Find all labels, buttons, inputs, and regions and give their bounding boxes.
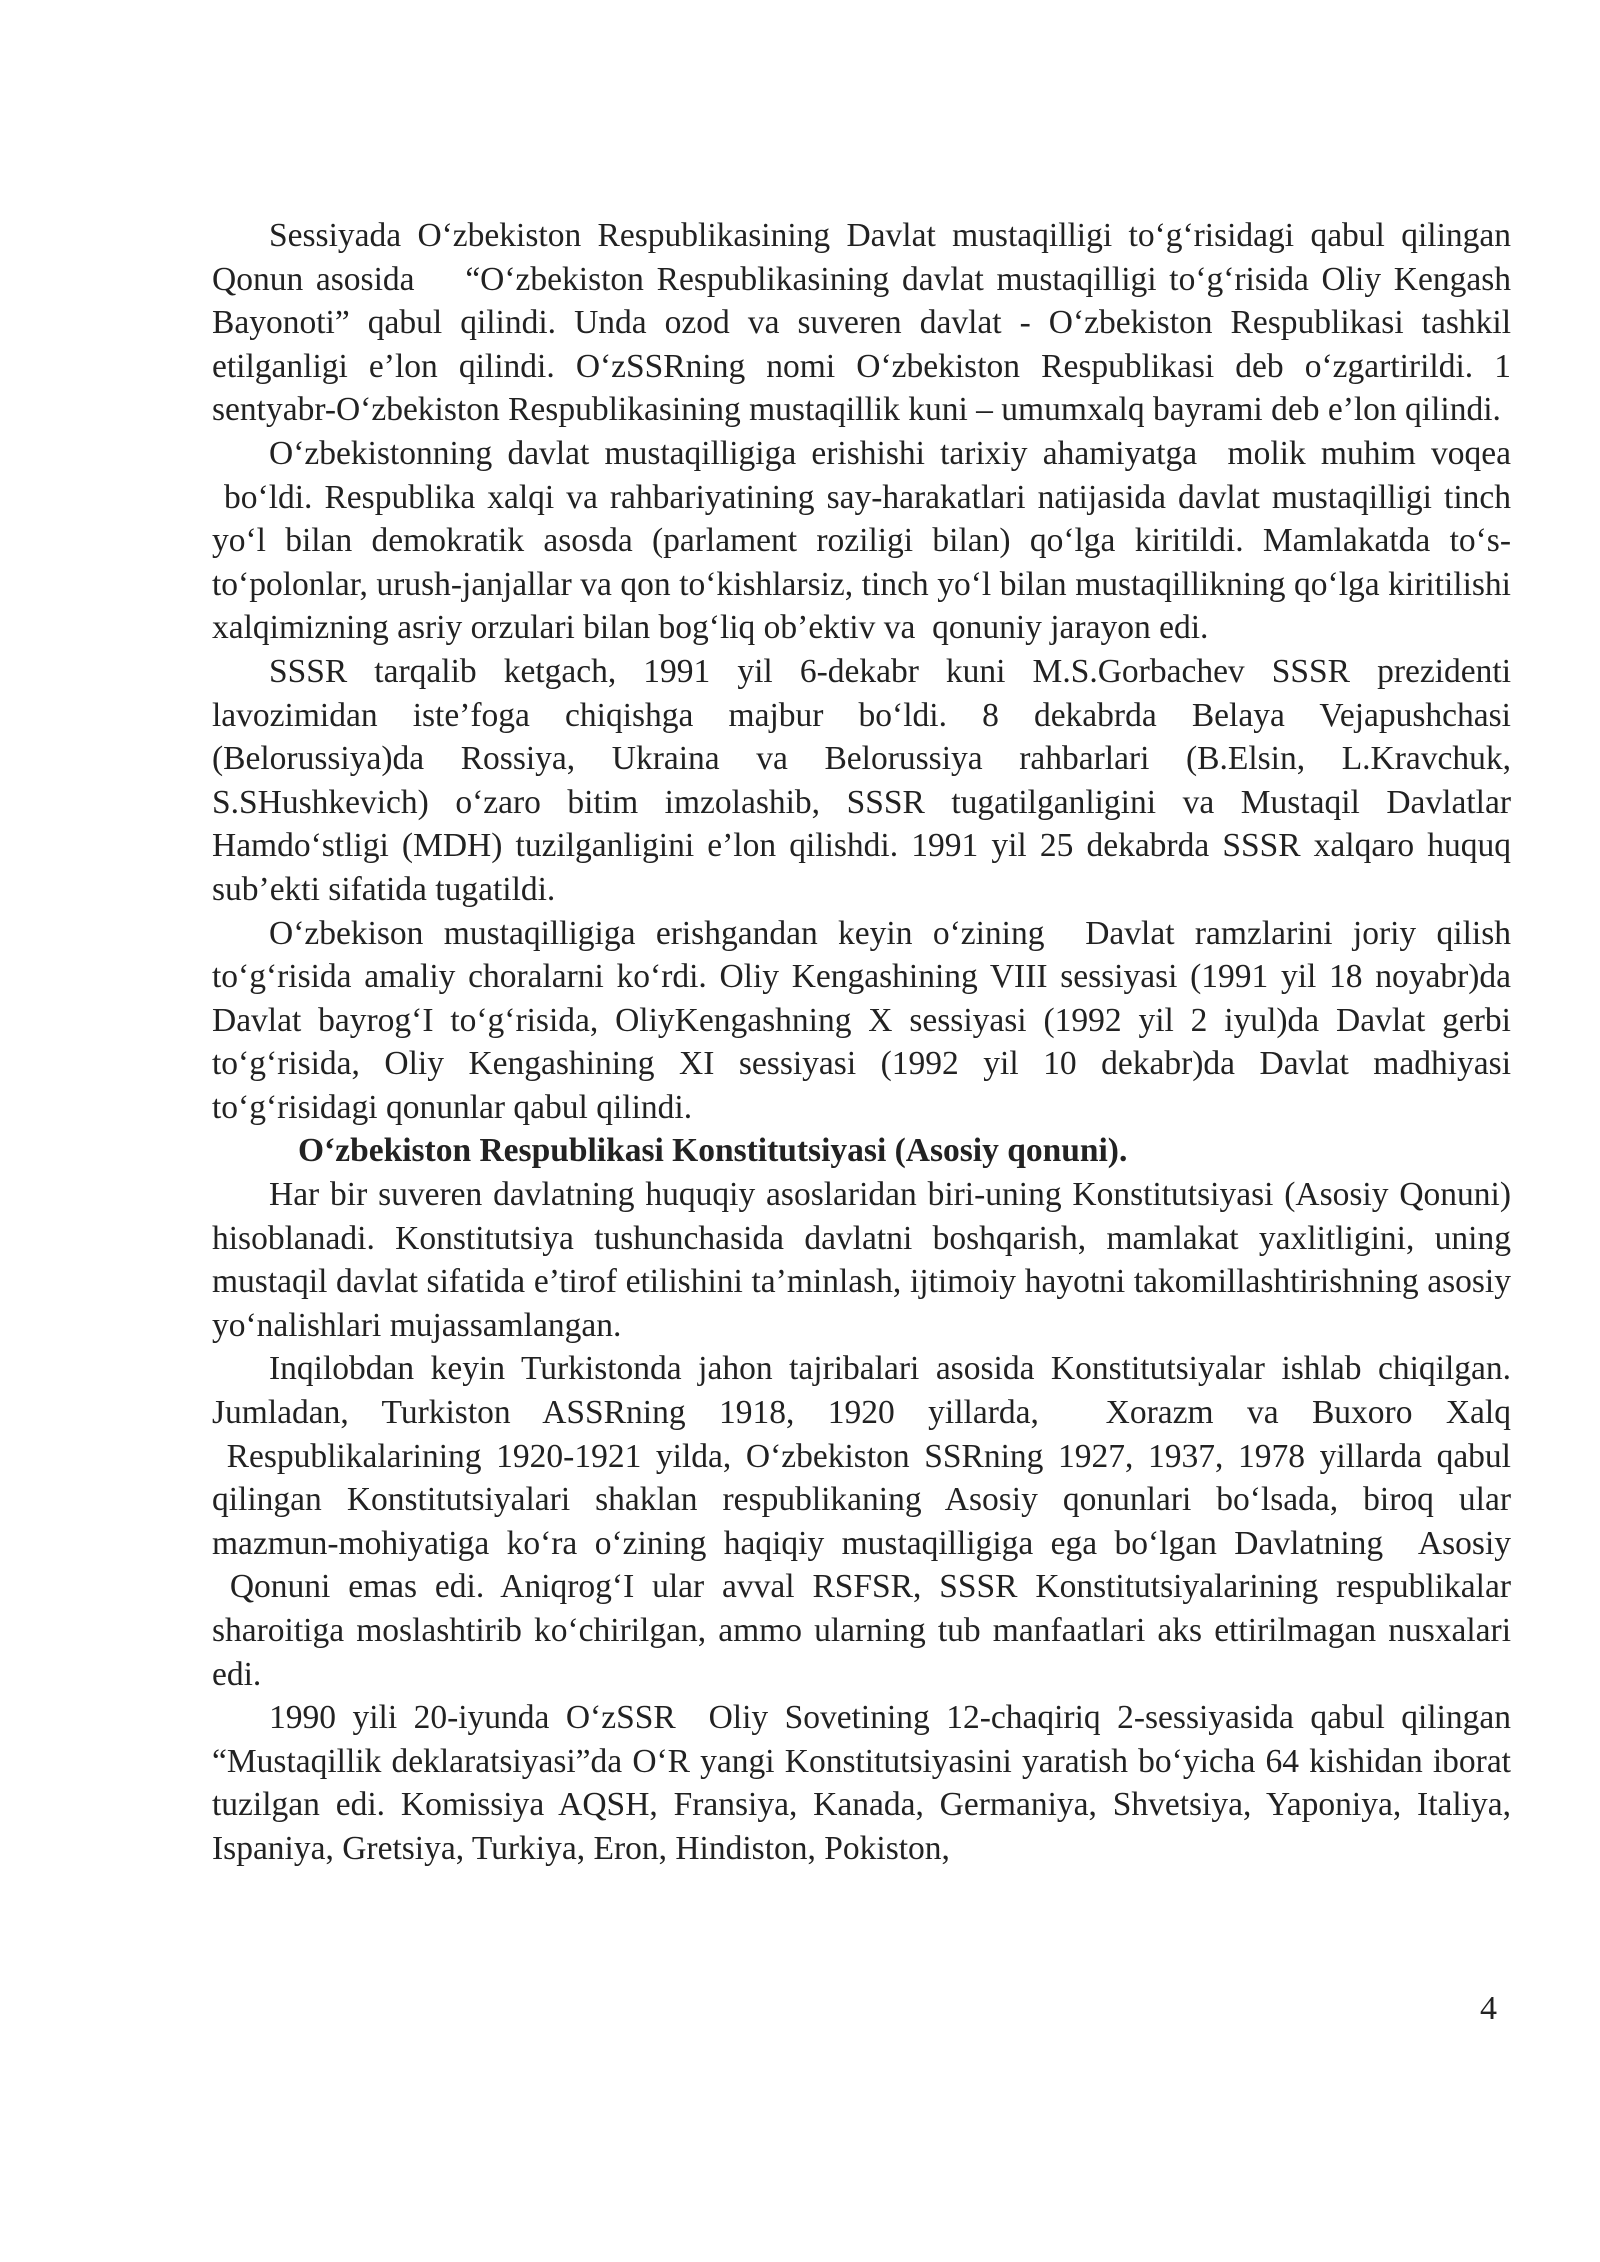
page-number: 4 xyxy=(1480,1990,1497,2027)
paragraph-independence-significance: O‘zbekistonning davlat mustaqilligiga erishishi tarixiy ahamiyatga molik muhim voqea bo‘ldi. Respublika xalqi va rahbariyatining say-harakatlari natijasida davlat mustaqilligi tinch yo‘l bilan demokratik asosda (parlament roziligi bilan) qo‘lga kiritildi. Mamlakatda to‘s-to‘polonlar, urush-janjallar va qon to‘kishlarsiz, tinch yo‘l bilan mustaqillikning qo‘lga kiritilishi xalqimizning asriy orzulari bilan bog‘liq ob’ektiv va qonuniy jarayon edi. xyxy=(212,434,1511,647)
section-heading-constitution: O‘zbekiston Respublikasi Konstitutsiyasi (Asosiy qonuni). xyxy=(298,1132,1128,1170)
paragraph-earlier-constitutions: Inqilobdan keyin Turkistonda jahon tajribalari asosida Konstitutsiyalar ishlab chiqilgan. Jumladan, Turkiston ASSRning 1918, 1920 yillarda, Xorazm va Buxoro Xalq Respublikalarining 1920-1921 yilda, O‘zbekiston SSRning 1927, 1937, 1978 yillarda qabul qilingan Konstitutsiyalari shaklan respublikaning Asosiy qonunlari bo‘lsada, biroq ular mazmun-mohiyatiga ko‘ra o‘zining haqiqiy mustaqilligiga ega bo‘lgan Davlatning Asosiy Qonuni emas edi. Aniqrog‘I ular avval RSFSR, SSSR Konstitutsiyalarining respublikalar sharoitiga moslashtirib ko‘chirilgan, ammo ularning tub manfaatlari aks ettirilmagan nusxalari edi. xyxy=(212,1350,1511,1693)
paragraph-session-declaration: Sessiyada O‘zbekiston Respublikasining Davlat mustaqilligi to‘g‘risidagi qabul qilingan Qonun asosida “O‘zbekiston Respublikasining davlat mustaqilligi to‘g‘risida Oliy Kengash Bayonoti” qabul qilindi. Unda ozod va suveren davlat - O‘zbekiston Respublikasi tashkil etilganligi e’lon qilindi. O‘zSSRning nomi O‘zbekiston Respublikasi deb o‘zgartirildi. 1 sentyabr-O‘zbekiston Respublikasining mustaqillik kuni – umumxalq bayrami deb e’lon qilindi. xyxy=(212,217,1511,429)
paragraph-ussr-dissolution: SSSR tarqalib ketgach, 1991 yil 6-dekabr kuni M.S.Gorbachev SSSR prezidenti lavozimidan iste’foga chiqishga majbur bo‘ldi. 8 dekabrda Belaya Vejapushchasi (Belorussiya)da Rossiya, Ukraina va Belorussiya rahbarlari (B.Elsin, L.Kravchuk, S.SHushkevich) o‘zaro bitim imzolashib, SSSR tugatilganligini va Mustaqil Davlatlar Hamdo‘stligi (MDH) tuzilganligini e’lon qilishdi. 1991 yil 25 dekabrda SSSR xalqaro huquq sub’ekti sifatida tugatildi. xyxy=(212,652,1511,908)
paragraph-constitution-definition: Har bir suveren davlatning huquqiy asoslaridan biri-uning Konstitutsiyasi (Asosiy Qonuni) hisoblanadi. Konstitutsiya tushunchasida davlatni boshqarish, mamlakat yaxlitligini, uning mustaqil davlat sifatida e’tirof etilishini ta’minlash, ijtimoiy hayotni takomillashtirishning asosiy yo‘nalishlari mujassamlangan. xyxy=(212,1176,1511,1344)
paragraph-state-symbols: O‘zbekison mustaqilligiga erishgandan keyin o‘zining Davlat ramzlarini joriy qilish to‘g‘risida amaliy choralarni ko‘rdi. Oliy Kengashining VIII sessiyasi (1991 yil 18 noyabr)da Davlat bayrog‘I to‘g‘risida, OliyKengashning X sessiyasi (1992 yil 2 iyul)da Davlat gerbi to‘g‘risida, Oliy Kengashining XI sessiyasi (1992 yil 10 dekabr)da Davlat madhiyasi to‘g‘risidagi qonunlar qabul qilindi. xyxy=(212,914,1511,1126)
document-page xyxy=(212,214,1511,1871)
paragraph-constitution-commission: 1990 yili 20-iyunda O‘zSSR Oliy Sovetining 12-chaqiriq 2-sessiyasida qabul qilingan “Mustaqillik deklaratsiyasi”da O‘R yangi Konstitutsiyasini yaratish bo‘yicha 64 kishidan iborat tuzilgan edi. Komissiya AQSH, Fransiya, Kanada, Germaniya, Shvetsiya, Yaponiya, Italiya, Ispaniya, Gretsiya, Turkiya, Eron, Hindiston, Pokiston, xyxy=(212,1699,1511,1867)
